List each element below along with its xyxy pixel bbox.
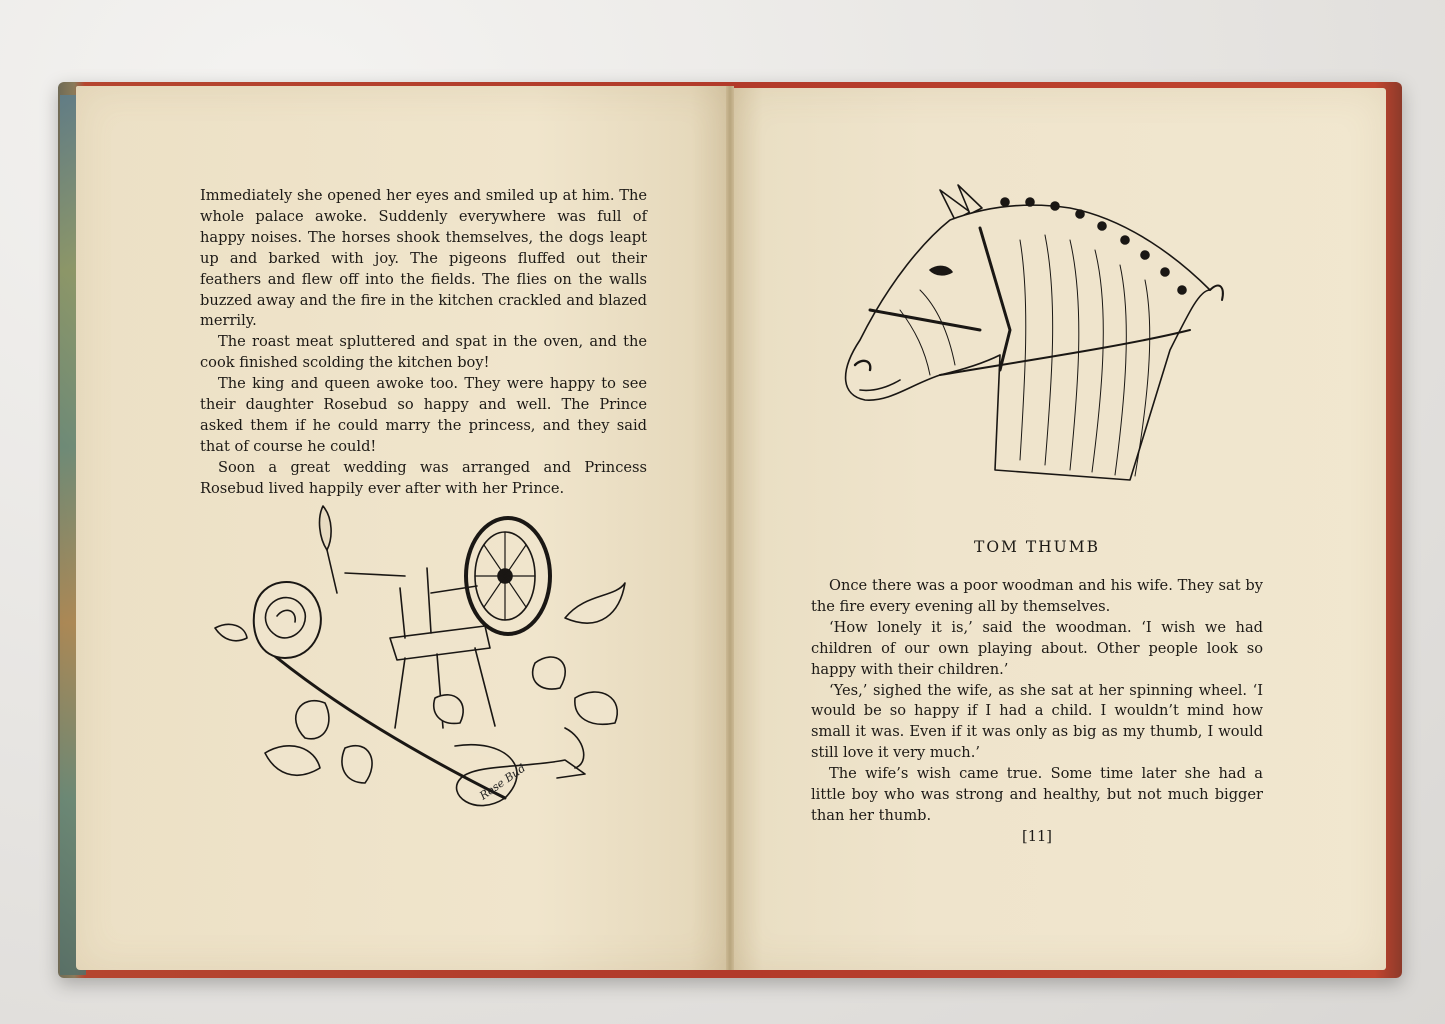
right-paragraph-1: Once there was a poor woodman and his wife. They sat by the fire every evening all by themselves.: [811, 577, 1263, 615]
ribbon-lettering: Rose Bud: [477, 761, 528, 803]
right-paragraph-4: The wife’s wish came true. Some time later she had a little boy who was strong and healthy, but not much bigger than her thumb.: [811, 765, 1263, 824]
left-paragraph-2: The roast meat spluttered and spat in the oven, and the cook finished scolding the kitchen boy!: [200, 333, 647, 372]
spinning-wheel-rose-illustration: [205, 498, 645, 828]
right-paragraph-3: ‘Yes,’ sighed the wife, as she sat at her spinning wheel. ‘I would be so happy if I had a child. I wouldn’t mind how small it was. Even if it was only as big as my thumb, I would still love it very much.’: [811, 681, 1263, 762]
left-paragraph-3: The king and queen awoke too. They were happy to see their daughter Rosebud so happy and well. The Prince asked them if he could marry the princess, and they said that of course he could!: [200, 375, 647, 455]
right-paragraph-2: ‘How lonely it is,’ said the woodman. ‘I wish we had children of our own playing about. Other people look so happy with their children.’: [811, 618, 1263, 678]
left-paragraph-4: Soon a great wedding was arranged and Princess Rosebud lived happily ever after with her Prince.: [200, 458, 647, 497]
horse-head-illustration: [830, 180, 1235, 490]
left-page-text: [200, 186, 647, 500]
page-number: [11]: [1022, 828, 1052, 845]
right-page-text: [811, 576, 1263, 827]
left-paragraph-1: Immediately she opened her eyes and smiled up at him. The whole palace awoke. Suddenly everywhere was full of happy noises. The horses shook themselves, the dogs leapt up and barked with joy. The pigeons fluffed out their feathers and flew off into the fields. The flies on the walls buzzed away and the fire in the kitchen crackled and blazed merrily.: [200, 187, 647, 330]
book-gutter: [726, 86, 734, 970]
story-title: TOM THUMB: [973, 538, 1101, 556]
